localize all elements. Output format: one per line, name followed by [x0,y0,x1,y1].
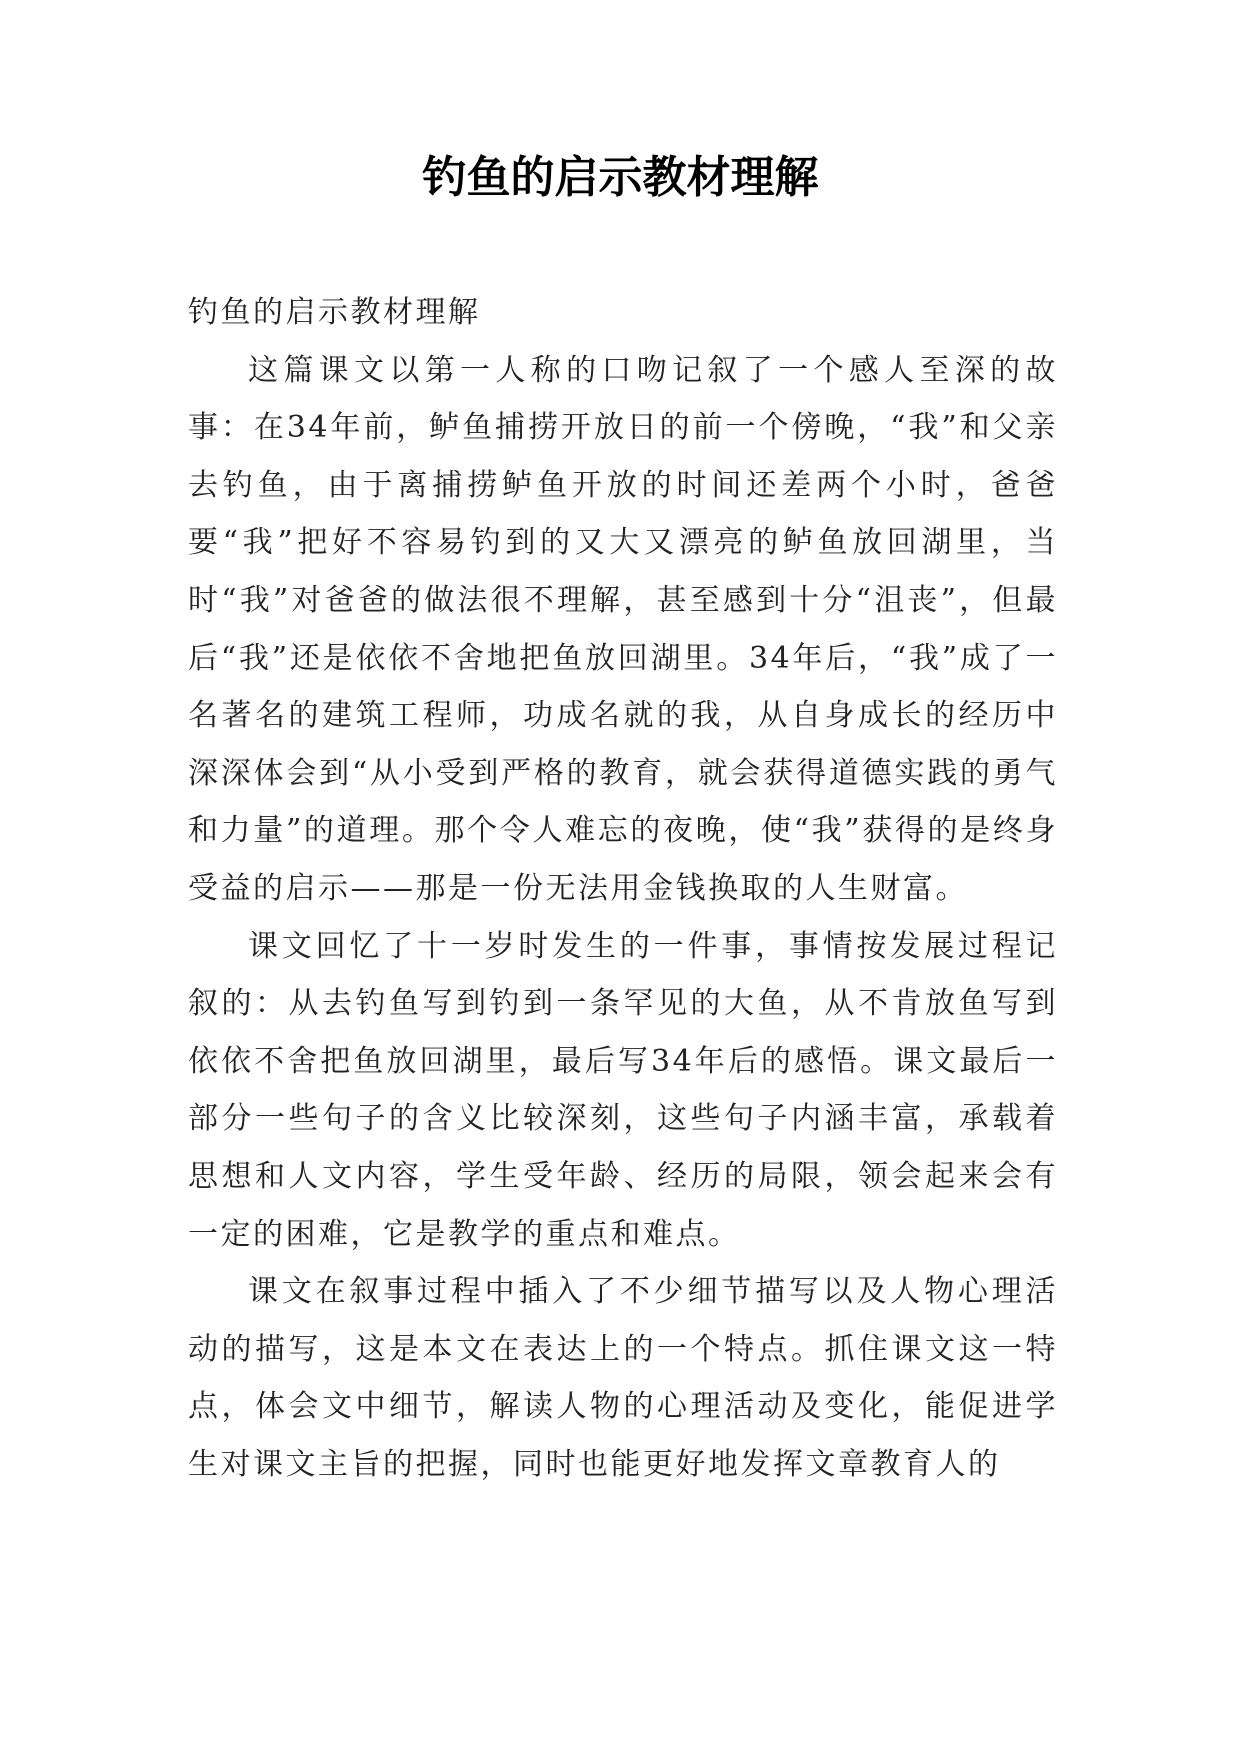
paragraph: 课文回忆了十一岁时发生的一件事，事情按发展过程记叙的：从去钓鱼写到钓到一条罕见的大鱼，从不肯放鱼写到依依不舍把鱼放回湖里，最后写34年后的感悟。课文最后一部分一些句子的含义比较深刻，这些句子内涵丰富，承载着思想和人文内容，学生受年龄、经历的局限，领会起来会有一定的困难，它是教学的重点和难点。 [188,928,1058,1252]
document-title: 钓鱼的启示教材理解 [422,152,819,203]
document-body [188,284,1058,1493]
paragraph: 课文在叙事过程中插入了不少细节描写以及人物心理活动的描写，这是本文在表达上的一个特点。抓住课文这一特点，体会文中细节，解读人物的心理活动及变化，能促进学生对课文主旨的把握，同时也能更好地发挥文章教育人的 [188,1274,1058,1482]
document-subtitle: 钓鱼的启示教材理解 [188,295,481,330]
paragraph: 这篇课文以第一人称的口吻记叙了一个感人至深的故事：在34年前，鲈鱼捕捞开放日的前一个傍晚，“我”和父亲去钓鱼，由于离捕捞鲈鱼开放的时间还差两个小时，爸爸要“我”把好不容易钓到的又大又漂亮的鲈鱼放回湖里，当时“我”对爸爸的做法很不理解，甚至感到十分“沮丧”，但最后“我”还是依依不舍地把鱼放回湖里。34年后，“我”成了一名著名的建筑工程师，功成名就的我，从自身成长的经历中深深体会到“从小受到严格的教育，就会获得道德实践的勇气和力量”的道理。那个令人难忘的夜晚，使“我”获得的是终身受益的启示——那是一份无法用金钱换取的人生财富。 [188,352,1058,906]
